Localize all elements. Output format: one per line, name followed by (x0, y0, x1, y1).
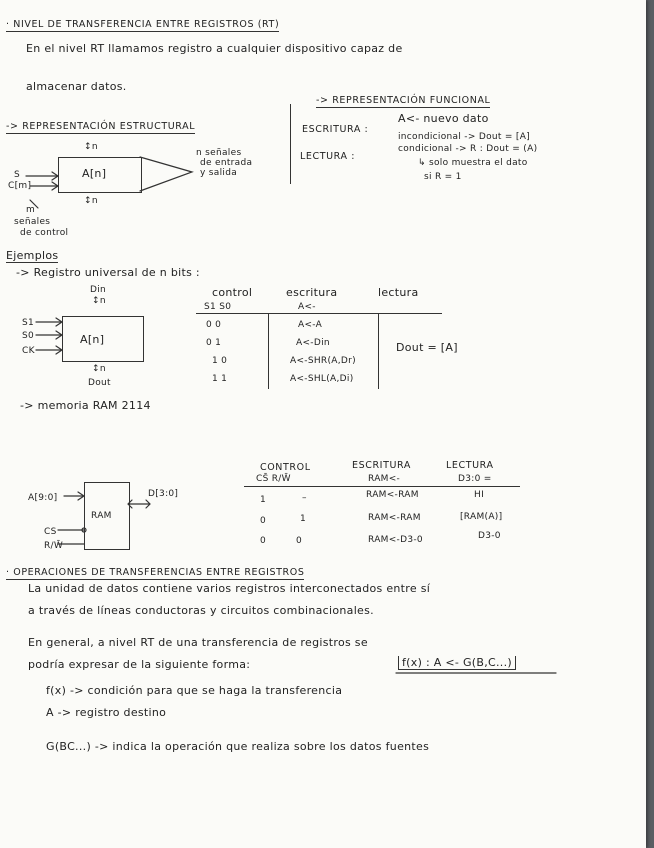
reg-din: Din (90, 285, 107, 295)
angle-bracket (140, 157, 192, 191)
reg-s1: S1 (22, 318, 35, 328)
reg-row-1-ctrl: 0 0 (206, 320, 222, 330)
section-divider (290, 104, 291, 184)
page-title: · NIVEL DE TRANSFERENCIA ENTRE REGISTROS (RT) (6, 19, 280, 30)
transfer-formula: f(x) : A <- G(B,C...) (398, 656, 516, 670)
operaciones-item-3: G(BC...) -> indica la operación que realiza sobre los datos fuentes (46, 740, 430, 753)
ram-cs: CS (44, 527, 57, 537)
operaciones-p2-l2: podría expresar de la siguiente forma: (28, 658, 251, 671)
intro-line-1: En el nivel RT llamamos registro a cualquier dispositivo capaz de (26, 42, 403, 55)
struct-top-n: ↕n (84, 142, 98, 152)
operaciones-item-2: A -> registro destino (46, 706, 167, 719)
reg-row-3-esc: A<-SHR(A,Dr) (290, 356, 356, 366)
escritura-label: ESCRITURA : (302, 124, 369, 135)
reg-row-2-ctrl: 0 1 (206, 338, 222, 348)
arrow-c-in (30, 182, 58, 190)
reg-row-2-esc: A<-Din (296, 338, 330, 348)
reg-row-3-ctrl: 1 0 (212, 356, 228, 366)
rep-estructural-heading: -> REPRESENTACIÓN ESTRUCTURAL (6, 121, 196, 132)
ram-table-header-control: CONTROL (260, 462, 311, 473)
operaciones-item-1: f(x) -> condición para que se haga la transferencia (46, 684, 343, 697)
reg-table-subheader-s: S1 S0 (204, 302, 232, 312)
ram-row-1-cs: 1 (260, 495, 267, 505)
reg-table-header-escritura: escritura (286, 286, 338, 299)
operaciones-p2-l1: En general, a nivel RT de una transferencia de registros se (28, 636, 368, 649)
reg-top-n: ↕n (92, 296, 106, 306)
rep-funcional-heading: -> REPRESENTACIÓN FUNCIONAL (316, 95, 491, 106)
ejemplos-heading: Ejemplos (6, 249, 59, 262)
ram-table-header-escritura: ESCRITURA (352, 460, 411, 471)
ram-row-2-rw: 1 (300, 514, 307, 524)
reg-lectura-value: Dout = [A] (396, 341, 458, 354)
ram-box-label: RAM (91, 511, 112, 521)
arrow-s-in (26, 172, 58, 180)
reg-row-1-esc: A<-A (298, 320, 323, 330)
ram-row-2-cs: 0 (260, 516, 267, 526)
lectura-value-1: incondicional -> Dout = [A] (398, 132, 530, 142)
reg-table-header-control: control (212, 286, 253, 299)
reg-table-subheader-a: A<- (298, 302, 316, 312)
ram-addr: A[9:0] (28, 493, 58, 503)
struct-de-control: de control (20, 228, 69, 238)
struct-left-s: S (14, 170, 21, 180)
universal-register-label: A[n] (80, 333, 105, 346)
reg-table-col-line-2 (378, 313, 379, 389)
registro-universal-title: -> Registro universal de n bits : (16, 266, 200, 279)
arrow-ck (36, 346, 62, 354)
operaciones-p1-l1: La unidad de datos contiene varios registros interconectados entre sí (28, 582, 431, 595)
reg-table-rule (196, 313, 442, 314)
struct-left-m: m (26, 205, 36, 215)
struct-bottom-n: ↕n (84, 196, 98, 206)
arrow-s0 (36, 331, 62, 339)
reg-table-col-line-1 (268, 313, 269, 389)
intro-line-2: almacenar datos. (26, 80, 127, 93)
ram-table-subheader-d: D3:0 = (458, 474, 492, 484)
memoria-title: -> memoria RAM 2114 (20, 399, 151, 412)
reg-s0: S0 (22, 331, 35, 341)
lectura-value-2: condicional -> R : Dout = (A) (398, 144, 538, 154)
ram-data: D[3:0] (148, 489, 179, 499)
reg-ck: CK (22, 346, 35, 356)
arrow-data (128, 500, 150, 508)
operaciones-heading: · OPERACIONES DE TRANSFERENCIAS ENTRE REGISTROS (6, 567, 305, 578)
arrow-s1 (36, 318, 62, 326)
struct-desc-3: y salida (200, 168, 238, 178)
ram-row-2-esc: RAM<-RAM (368, 513, 421, 523)
ram-row-3-cs: 0 (260, 536, 267, 546)
ram-row-3-esc: RAM<-D3-0 (368, 535, 423, 545)
struct-desc-2: de entrada (200, 158, 253, 168)
ram-rw: R/W̄ (44, 541, 64, 551)
ram-table-subheader-ctrl: CS̄ R/W̄ (256, 474, 291, 484)
ram-row-1-esc: RAM<-RAM (366, 490, 419, 500)
ram-row-3-lec: D3-0 (478, 531, 501, 541)
ram-row-2-lec: [RAM(A)] (460, 512, 503, 522)
ram-row-3-rw: 0 (296, 536, 303, 546)
ram-row-1-lec: HI (474, 490, 485, 500)
reg-row-4-ctrl: 1 1 (212, 374, 228, 384)
lectura-value-3: ↳ solo muestra el dato (418, 158, 528, 168)
reg-bottom-n: ↕n (92, 364, 106, 374)
ram-row-1-rw: – (302, 493, 307, 503)
escritura-value: A<- nuevo dato (398, 112, 489, 125)
ram-table-subheader-ram: RAM<- (368, 474, 401, 484)
struct-senales: señales (14, 217, 51, 227)
lectura-value-4: si R = 1 (424, 172, 462, 182)
reg-row-4-esc: A<-SHL(A,Di) (290, 374, 354, 384)
reg-table-header-lectura: lectura (378, 286, 419, 299)
register-box-label: A[n] (82, 167, 107, 180)
struct-left-cm: C[m] (8, 181, 32, 191)
arrow-addr (64, 492, 84, 500)
reg-dout: Dout (88, 378, 111, 388)
lectura-label: LECTURA : (300, 151, 356, 162)
ram-table-rule (244, 486, 520, 487)
operaciones-p1-l2: a través de líneas conductoras y circuitos combinacionales. (28, 604, 374, 617)
struct-desc-1: n señales (196, 148, 242, 158)
ram-table-header-lectura: LECTURA (446, 460, 494, 471)
